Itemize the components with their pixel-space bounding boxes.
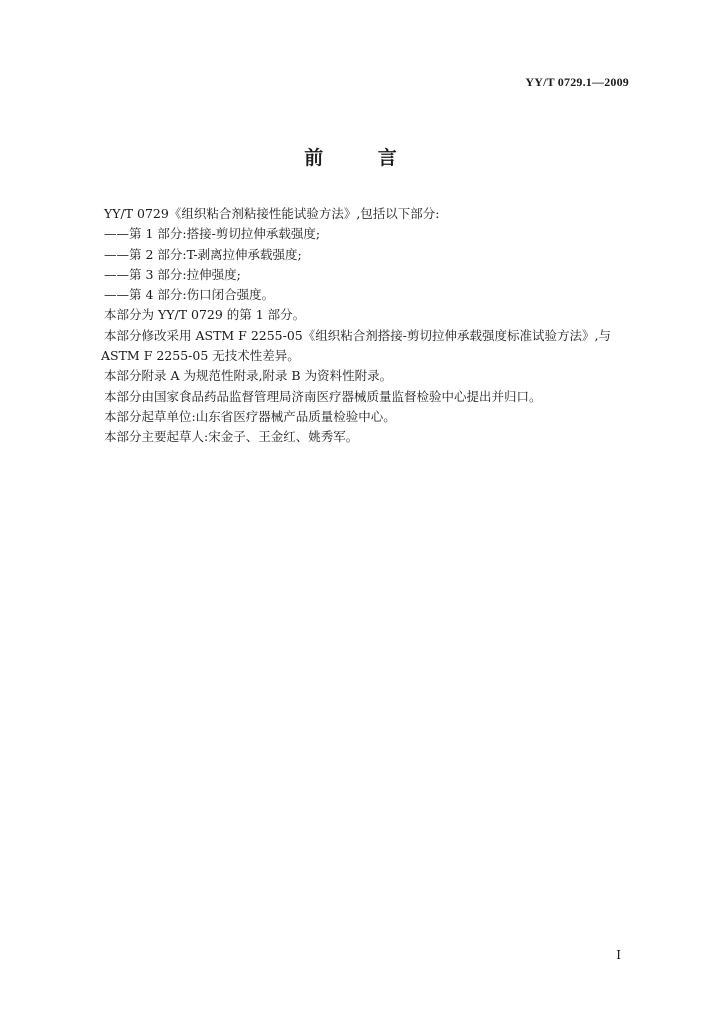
page-title: 前 言 — [304, 147, 421, 169]
list-item-part-4: ——第 4 部分:伤口闭合强度。 — [104, 287, 275, 303]
paragraph-drafters: 本部分主要起草人:宋金子、王金红、姚秀军。 — [104, 429, 359, 445]
list-item-part-1: ——第 1 部分:搭接-剪切拉伸承载强度; — [104, 226, 321, 242]
paragraph-intro: YY/T 0729《组织粘合剂粘接性能试验方法》,包括以下部分: — [104, 206, 440, 221]
paragraph-annexes: 本部分附录 A 为规范性附录,附录 B 为资料性附录。 — [104, 368, 393, 384]
list-item-part-3: ——第 3 部分:拉伸强度; — [104, 266, 241, 282]
list-item-part-2: ——第 2 部分:T-剥离拉伸承载强度; — [104, 246, 302, 262]
foreword-body — [101, 204, 636, 448]
page-number: I — [616, 948, 621, 962]
paragraph-adoption-continued: ASTM F 2255-05 无技术性差异。 — [101, 348, 300, 364]
paragraph-adoption: 本部分修改采用 ASTM F 2255-05《组织粘合剂搭接-剪切拉伸承载强度标准试验方法》,与 — [104, 327, 611, 343]
paragraph-part-statement: 本部分为 YY/T 0729 的第 1 部分。 — [104, 307, 306, 323]
paragraph-proposer: 本部分由国家食品药品监督管理局济南医疗器械质量监督检验中心提出并归口。 — [104, 388, 542, 404]
paragraph-drafting-unit: 本部分起草单位:山东省医疗器械产品质量检验中心。 — [104, 408, 396, 424]
document-code: YY/T 0729.1—2009 — [525, 75, 629, 89]
